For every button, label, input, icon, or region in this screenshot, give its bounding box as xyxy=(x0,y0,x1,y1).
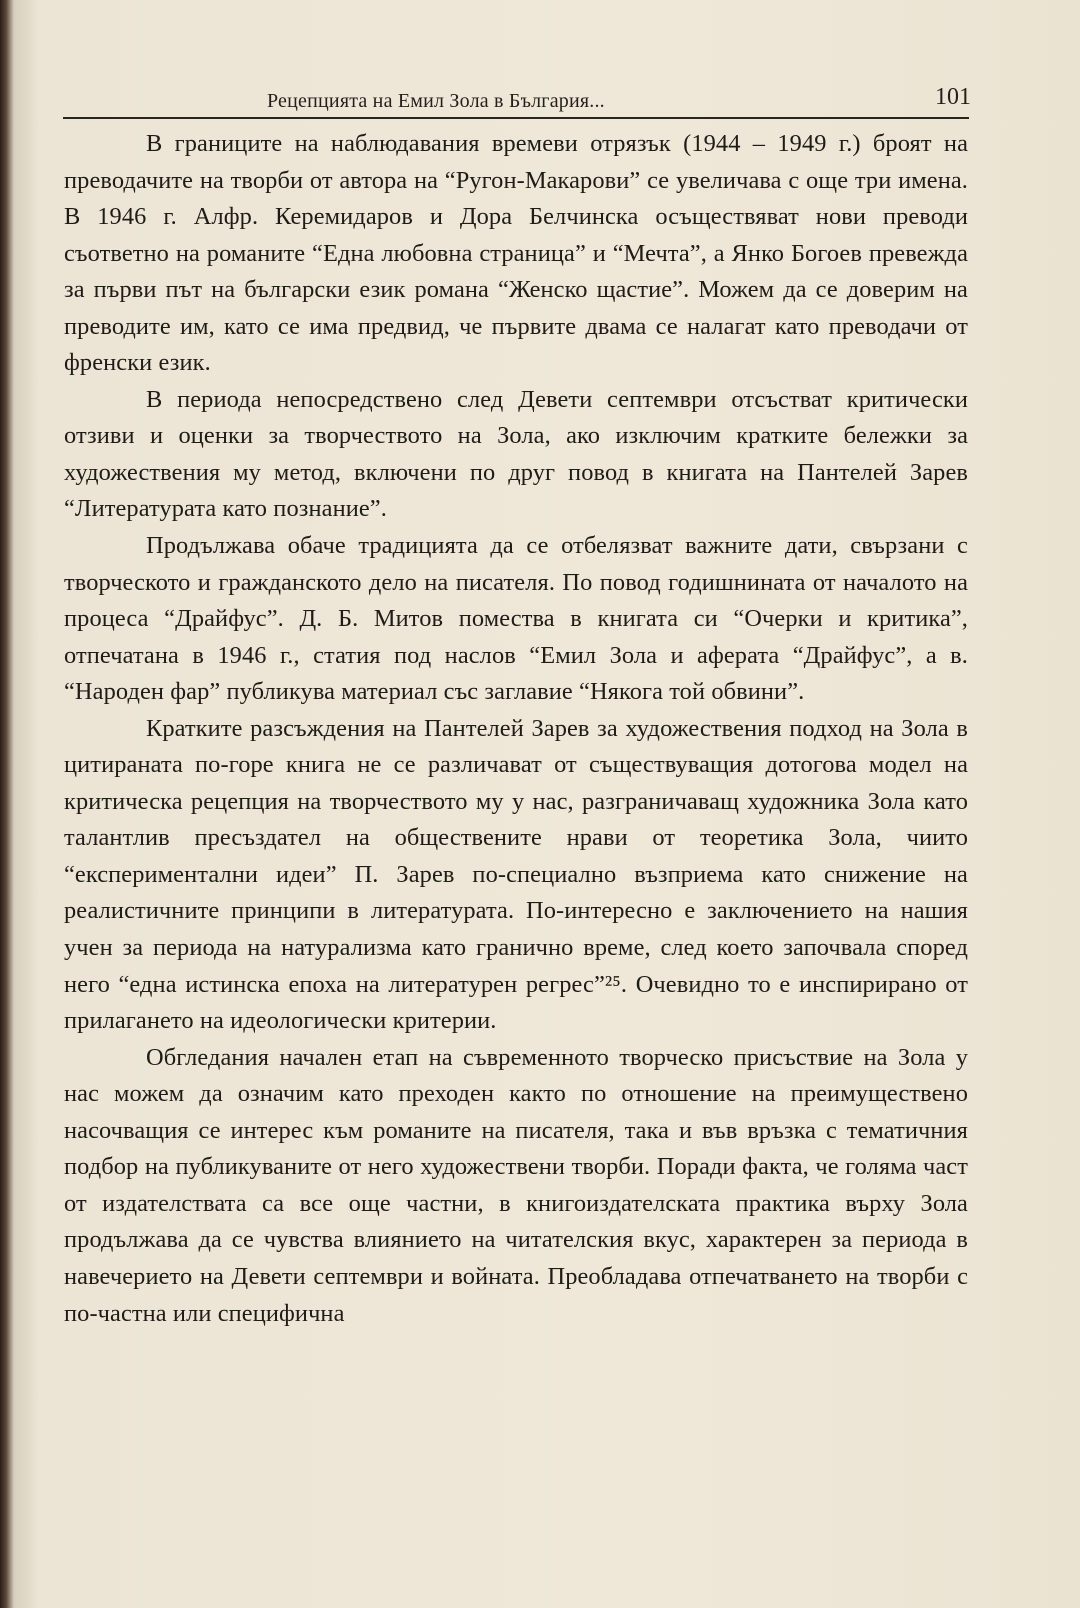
paragraph: Обгледания начален етап на съвременното творческо присъствие на Зола у нас можем да означим като преходен както по отношение на преимуществено насочващия се интерес към романите на писателя, така и във връзка с тематичния подбор на публикуваните от него художествени творби. Поради факта, че голяма част от издателствата са все още частни, в книгоиздателската практика върху Зола продължава да се чувства влиянието на читателския вкус, характерен за периода в навечерието на Девети септември и войната. Преобладава отпечатването на творби с по-частна или специфична xyxy=(64,1043,968,1327)
paragraph: В границите на наблюдавания времеви отрязък (1944 – 1949 г.) броят на преводачите на творби от автора на “Ругон-Макарови” се увеличава с още три имена. В 1946 г. Алфр. Керемидаров и Дора Белчинска осъществяват нови преводи съответно на романите “Една любовна страница” и “Мечта”, а Янко Богоев превежда за първи път на български език романа “Женско щастие”. Можем да се доверим на преводите им, като се има предвид, че първите двама се налагат като преводачи от френски език. xyxy=(64,130,968,377)
paragraph: Кратките разсъждения на Пантелей Зарев за художествения подход на Зола в цитираната по-горе книга не се различават от съществуващия дотогова модел на критическа рецепция на творчеството му у нас, разграничаващ художника Зола като талантлив пресъздател на обществените нрави от теоретика Зола, чиито “експериментални идеи” П. Зарев по-специално възприема като снижение на реалистичните принципи в литературата. По-интересно е заключението на нашия учен за периода на натурализма като гранично време, след което започвала според него “една истинска епоха на литературен регрес”²⁵. Очевидно то е инспирирано от прилагането на идеологически критерии. xyxy=(64,714,968,1035)
running-title: Рецепцията на Емил Зола в България... xyxy=(267,90,605,112)
header-rule xyxy=(63,117,969,119)
page-header xyxy=(63,84,973,118)
paragraph: Продължава обаче традицията да се отбелязват важните дати, свързани с творческото и гражданското дело на писателя. По повод годишнината от началото на процеса “Драйфус”. Д. Б. Митов помества в книгата си “Очерки и критика”, отпечатана в 1946 г., статия под наслов “Емил Зола и аферата “Драйфус”, а в. “Народен фар” публикува материал със заглавие “Някога той обвини”. xyxy=(64,532,968,706)
paragraph: В периода непосредствено след Девети септември отсъстват критически отзиви и оценки за творчеството на Зола, ако изключим кратките бележки за художествения му метод, включени по друг повод в книгата на Пантелей Зарев “Литературата като познание”. xyxy=(64,385,968,523)
text-body xyxy=(64,126,968,1332)
page-number: 101 xyxy=(935,84,971,110)
